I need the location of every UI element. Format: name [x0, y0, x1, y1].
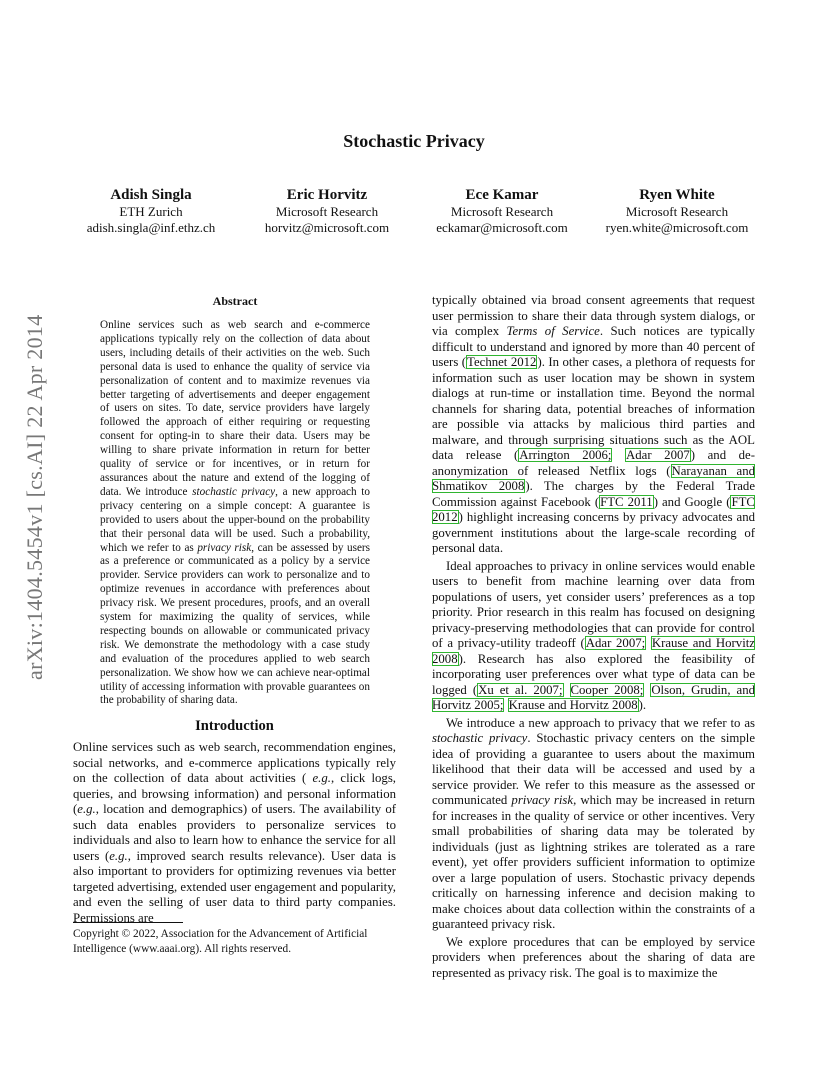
emphasis-text: privacy risk: [197, 541, 252, 554]
citation-link[interactable]: Olson, Grudin, and Horvitz 2005;: [432, 682, 755, 712]
text-run: Ideal approaches to privacy in online services would enable users to benefit from machine learning over data from populations of users, yet consider users’ preferences as a top priority. Prior research in this realm has focused on designing privacy-preserving methodologies that can provide for control of a privacy-utility tradeoff (: [432, 558, 755, 650]
emphasis-text: e.g.: [109, 848, 128, 863]
emphasis-text: privacy risk: [511, 793, 574, 807]
text-run: typically obtained via broad consent agreements that request user permission to share their data through system dialogs, or via complex: [432, 293, 755, 338]
text-run: ) highlight increasing concerns by privacy advocates and government institutions about the large-scale recording of personal data.: [432, 510, 755, 555]
text-run: Online services such as web search and e-commerce applications typically rely on the collection of data about users, including details of their activities on the web. Such personal data is used to enhance the quality of service via personalization of content and to maximize revenues via better targeting of advertisements and deeper engagement of users on sites. To date, service providers have largely followed the approach of either requiring or requesting consent for opting-in to share their data. Users may be willing to share private information in return for better quality of service or for incentives, or in return for assurances about the nature and extend of the logging of data. We introduce: [100, 319, 370, 498]
citation-link[interactable]: Adar 2007;: [585, 636, 646, 650]
body-paragraph: [432, 935, 755, 982]
text-run: We introduce a new approach to privacy that we refer to as: [446, 715, 755, 730]
body-paragraph: [432, 716, 755, 933]
author-name: Ryen White: [639, 187, 715, 203]
text-run: , improved search results relevance). User data is also important to providers for optimizing revenues via better targeted advertising, extended user engagement and popularity, and even the selling of user data to third party companies. Permissions are: [73, 848, 397, 925]
text-run: Online services such as web search, recommendation engines, social networks, and e-commerce applications typically rely on the collection of data about activities (: [73, 740, 396, 785]
author-block: [61, 186, 241, 236]
citation-link[interactable]: Narayanan and Shmatikov 2008: [432, 463, 755, 493]
citation-link[interactable]: Adar 2007: [626, 448, 690, 462]
emphasis-text: Terms of Service: [506, 324, 600, 338]
author-block: [587, 186, 767, 236]
citation-link[interactable]: Technet 2012: [467, 355, 537, 369]
text-run: [612, 448, 625, 462]
citation-link[interactable]: Cooper 2008;: [570, 682, 644, 697]
abstract-body: [100, 319, 370, 708]
text-run: ). Research has also explored the feasibility of incorporating user preferences over what type of data can be logged (: [432, 651, 755, 697]
text-run: [564, 683, 570, 697]
text-run: , can be assessed by users as a preference or communicated as a policy by a service provider. Service providers can work to personalize and to optimize revenues in accordance with preferences about privacy risk. We present procedures, proofs, and an overall system for maximizing the quality of services, while respecting bounds on allowable or communicated privacy risk. We demonstrate the methodology with a case study and evaluation of the procedures applied to web search personalization. We show how we can achieve near-optimal utility of accessing information with provable guarantees on the probability of sharing data.: [100, 541, 370, 707]
text-run: ) and de-anonymization of released Netflix logs (: [432, 448, 756, 478]
citation-link[interactable]: Xu et al. 2007;: [478, 682, 563, 697]
citation-link[interactable]: FTC 2012: [432, 494, 755, 524]
author-block: [412, 186, 592, 236]
author-email: adish.singla@inf.ethz.ch: [86, 220, 216, 235]
paper-title: Stochastic Privacy: [343, 131, 485, 151]
text-run: ) and Google (: [653, 494, 731, 509]
text-run: . Such notices are typically difficult to understand and ignored by more than 40 percent of users (: [432, 324, 755, 369]
author-email: eckamar@microsoft.com: [436, 220, 568, 235]
author-name: Adish Singla: [110, 187, 192, 203]
introduction-body: [73, 740, 396, 926]
body-paragraph: [73, 740, 396, 926]
author-name: Eric Horvitz: [286, 187, 368, 203]
author-affiliation: Microsoft Research: [625, 204, 729, 219]
text-run: ). In other cases, a plethora of requests for information such as user location may be shown in system dialogs at run-time or installation time. Beyond the normal channels for sharing data, potential breaches of information are possible via attacks by malicious third parties and malware, and through surprising situations such as the AOL data release (: [432, 355, 755, 462]
emphasis-text: stochastic privacy: [432, 731, 528, 745]
author-affiliation: Microsoft Research: [450, 204, 554, 219]
text-run: , which may be increased in return for increases in the quality of service or other incentives. Very small probabilities of sharing data may be tolerated by individuals (just as lightning strikes are tolerated as a rare event), yet offer providers sufficient information to optimize over a large population of users. Stochastic privacy depends critically on harnessing inference and decision making to make choices about data collection within the constraints of a guaranteed privacy risk.: [432, 793, 755, 931]
body-paragraph: [432, 293, 755, 557]
copyright-notice: Copyright © 2022, Association for the Advancement of Artificial Intelligence (www.aaai.org). All rights reserved.: [73, 928, 368, 955]
text-run: . Stochastic privacy centers on the simple idea of providing a guarantee to users about the maximum likelihood that their data will be accessed and used by a service provider. We refer to this measure as the assessed or communicated: [432, 731, 755, 807]
author-block: [237, 186, 417, 236]
citation-link[interactable]: Krause and Horvitz 2008: [432, 636, 755, 666]
text-run: ). The charges by the Federal Trade Commission against Facebook (: [432, 479, 756, 509]
right-column-body: [432, 293, 755, 981]
author-email: ryen.white@microsoft.com: [605, 220, 749, 235]
author-affiliation: Microsoft Research: [275, 204, 379, 219]
text-run: , location and demographics) of users. The availability of such data enables providers to personalize services to individuals and also to learn how to enhance the service for all users (: [73, 802, 396, 863]
emphasis-text: e.g.: [312, 771, 331, 785]
citation-link[interactable]: Krause and Horvitz 2008: [508, 698, 638, 712]
section-heading: Introduction: [195, 718, 274, 734]
body-paragraph: [432, 559, 755, 714]
author-email: horvitz@microsoft.com: [264, 220, 390, 235]
text-run: ).: [638, 698, 647, 712]
footnote-rule: [73, 922, 183, 923]
text-run: , a new approach to privacy centering on a simple concept: A guarantee is provided to users about the upper-bound on the probability that their personal data will be used. Such a probability, which we refer to as: [100, 485, 370, 554]
abstract-paragraph: [100, 319, 370, 708]
citation-link[interactable]: Arrington 2006;: [519, 448, 612, 462]
text-run: , click logs, queries, and browsing information) and personal information (: [73, 771, 397, 816]
author-affiliation: ETH Zurich: [119, 204, 183, 219]
citation-link[interactable]: FTC 2011: [600, 494, 653, 509]
abstract-heading: Abstract: [212, 294, 258, 308]
emphasis-text: e.g.: [77, 802, 96, 816]
arxiv-identifier: arXiv:1404.5454v1 [cs.AI] 22 Apr 2014: [22, 314, 47, 680]
text-run: We explore procedures that can be employed by service providers when preferences about the sharing of data are represented as privacy risk. The goal is to maximize the: [432, 934, 755, 980]
emphasis-text: stochastic privacy: [192, 485, 276, 498]
author-name: Ece Kamar: [465, 187, 539, 203]
